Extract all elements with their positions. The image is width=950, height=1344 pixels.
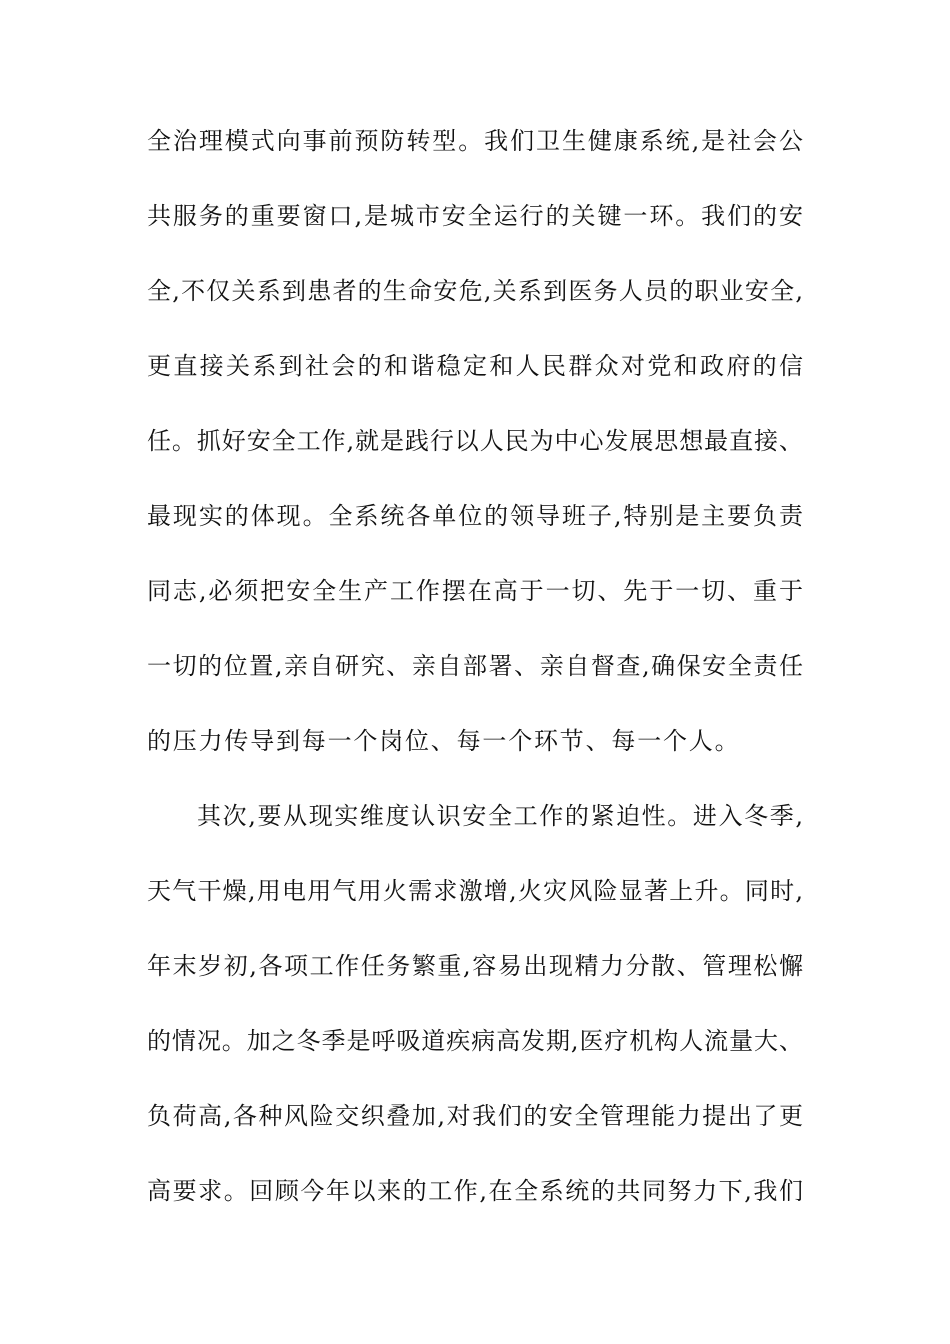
text-line: 全,不仅关系到患者的生命安危,关系到医务人员的职业安全, [147,277,803,305]
text-line: 一切的位置,亲自研究、亲自部署、亲自督查,确保安全责任 [147,652,803,680]
document-body [147,104,803,1229]
text-line-paragraph-end: 的压力传导到每一个岗位、每一个环节、每一个人。 [147,727,741,755]
text-line: 同志,必须把安全生产工作摆在高于一切、先于一切、重于 [147,577,803,605]
text-line: 共服务的重要窗口,是城市安全运行的关键一环。我们的安 [147,202,803,230]
text-line: 负荷高,各种风险交织叠加,对我们的安全管理能力提出了更 [147,1102,803,1130]
paragraph-2 [147,779,803,1229]
text-line: 任。抓好安全工作,就是践行以人民为中心发展思想最直接、 [147,427,803,455]
text-line: 最现实的体现。全系统各单位的领导班子,特别是主要负责 [147,502,803,530]
text-line: 的情况。加之冬季是呼吸道疾病高发期,医疗机构人流量大、 [147,1027,803,1055]
text-line: 年末岁初,各项工作任务繁重,容易出现精力分散、管理松懈 [147,952,803,980]
text-line: 全治理模式向事前预防转型。我们卫生健康系统,是社会公 [147,127,803,155]
text-line: 高要求。回顾今年以来的工作,在全系统的共同努力下,我们 [147,1177,803,1205]
text-line-paragraph-start: 其次,要从现实维度认识安全工作的紧迫性。进入冬季, [197,802,803,830]
paragraph-1 [147,104,803,779]
text-line: 天气干燥,用电用气用火需求激增,火灾风险显著上升。同时, [147,877,803,905]
text-line: 更直接关系到社会的和谐稳定和人民群众对党和政府的信 [147,352,803,380]
